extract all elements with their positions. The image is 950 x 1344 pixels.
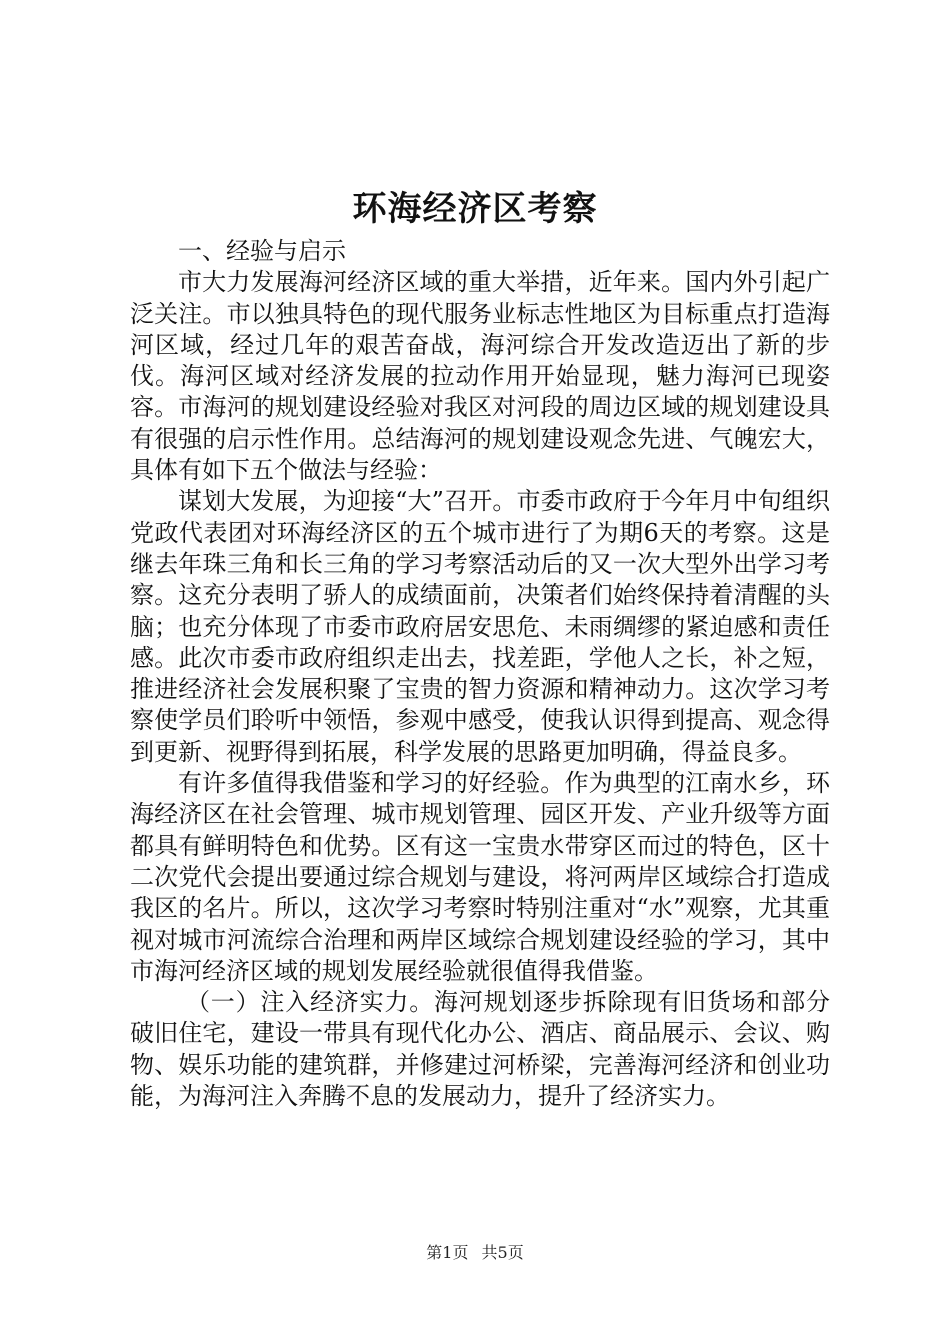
document-body (130, 236, 830, 1112)
document-title: 环海经济区考察 (352, 189, 598, 229)
paragraph-economic-strength: （一）注入经济实力。海河规划逐步拆除现有旧货场和部分破旧住宅，建设一带具有现代化办公、酒店、商品展示、会议、购物、娱乐功能的建筑群，并修建过河桥梁，完善海河经济和创业功能，为海河注入奔腾不息的发展动力，提升了经济实力。 (130, 988, 830, 1111)
page-footer (0, 1242, 950, 1264)
paragraph-experience: 有许多值得我借鉴和学习的好经验。作为典型的江南水乡，环海经济区在社会管理、城市规划管理、园区开发、产业升级等方面都具有鲜明特色和优势。区有这一宝贵水带穿区而过的特色，区十二次党代会提出要通过综合规划与建设，将河两岸区域综合打造成我区的名片。所以，这次学习考察时特别注重对“水”观察，尤其重视对城市河流综合治理和两岸区域综合规划建设经验的学习，其中市海河经济区域的规划发展经验就很值得我借鉴。 (130, 769, 830, 985)
section-heading: 一、经验与启示 (178, 237, 346, 265)
page-number: 第1页 (426, 1243, 469, 1262)
paragraph-planning: 谋划大发展，为迎接“大”召开。市委市政府于今年月中旬组织党政代表团对环海经济区的五个城市进行了为期6天的考察。这是继去年珠三角和长三角的学习考察活动后的又一次大型外出学习考察。这充分表明了骄人的成绩面前，决策者们始终保持着清醒的头脑；也充分体现了市委市政府居安思危、未雨绸缪的紧迫感和责任感。此次市委市政府组织走出去，找差距，学他人之长，补之短，推进经济社会发展积聚了宝贵的智力资源和精神动力。这次学习考察使学员们聆听中领悟，参观中感受，使我认识得到提高、观念得到更新、视野得到拓展，科学发展的思路更加明确，得益良多。 (130, 487, 830, 766)
page-total: 共5页 (481, 1243, 524, 1262)
paragraph-intro: 市大力发展海河经济区域的重大举措，近年来。国内外引起广泛关注。市以独具特色的现代服务业标志性地区为目标重点打造海河区域，经过几年的艰苦奋战，海河综合开发改造迈出了新的步伐。海河区域对经济发展的拉动作用开始显现，魅力海河已现姿容。市海河的规划建设经验对我区对河段的周边区域的规划建设具有很强的启示性作用。总结海河的规划建设观念先进、气魄宏大，具体有如下五个做法与经验： (130, 268, 830, 485)
